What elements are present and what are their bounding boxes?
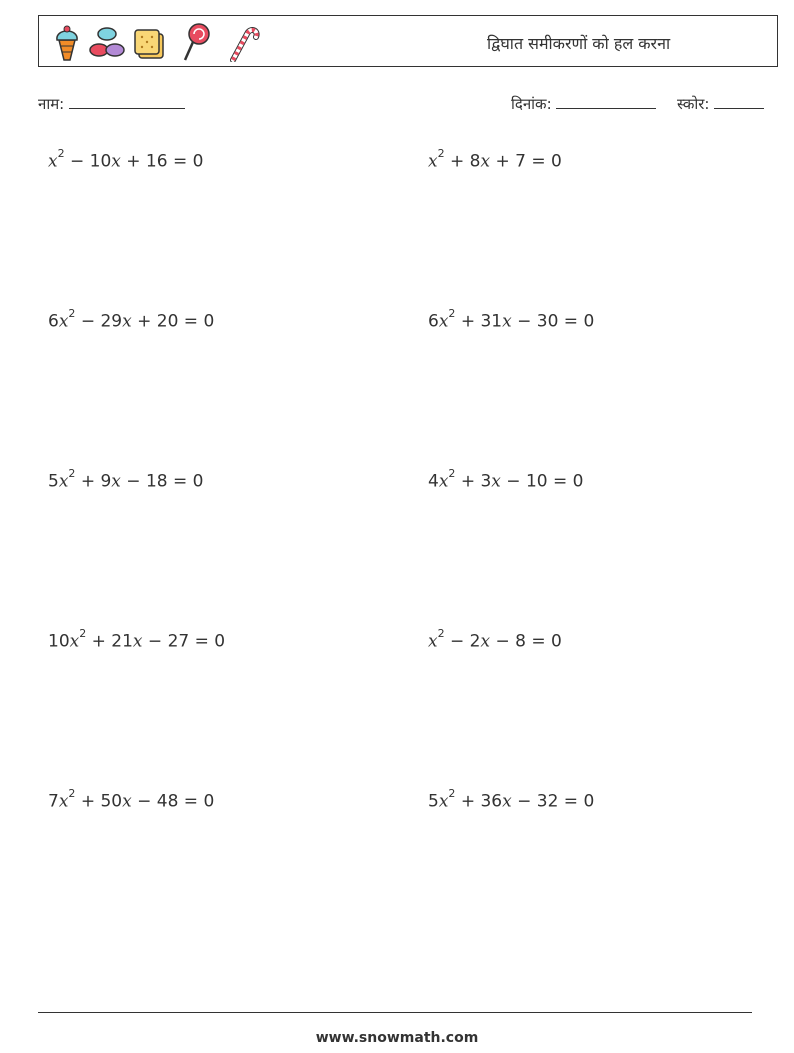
problem-5: $5x^2 + 9x - 18 = 0$ (48, 467, 204, 492)
problem-10: $5x^2 + 36x - 32 = 0$ (428, 787, 595, 812)
footer-url[interactable]: www.snowmath.com (315, 1030, 479, 1046)
problem-8: $x^2 - 2x - 8 = 0$ (428, 627, 562, 652)
biscuit-icon (133, 22, 169, 62)
problem-6: $4x^2 + 3x - 10 = 0$ (428, 467, 584, 492)
name-label: नाम: (38, 95, 65, 113)
candy-cane-icon (225, 22, 261, 62)
worksheet-header (38, 15, 778, 67)
lollipop-icon (179, 22, 215, 62)
problem-7: $10x^2 + 21x - 27 = 0$ (48, 627, 226, 652)
problem-3: $6x^2 - 29x + 20 = 0$ (48, 307, 215, 332)
macarons-icon (89, 22, 125, 62)
name-field (38, 94, 185, 114)
problem-4: $6x^2 + 31x - 30 = 0$ (428, 307, 595, 332)
problem-2: $x^2 + 8x + 7 = 0$ (428, 147, 562, 172)
score-label: स्कोर: (677, 95, 710, 113)
score-blank[interactable] (714, 94, 764, 109)
name-blank[interactable] (69, 94, 185, 109)
score-field (677, 94, 764, 114)
problem-9: $7x^2 + 50x - 48 = 0$ (48, 787, 215, 812)
date-field (511, 94, 656, 114)
problem-1: $x^2 - 10x + 16 = 0$ (48, 147, 204, 172)
date-label: दिनांक: (511, 95, 552, 113)
footer-divider (38, 1012, 752, 1013)
worksheet-title: द्विघात समीकरणों को हल करना (487, 34, 671, 53)
ice-cream-icon (49, 22, 85, 62)
date-blank[interactable] (556, 94, 656, 109)
